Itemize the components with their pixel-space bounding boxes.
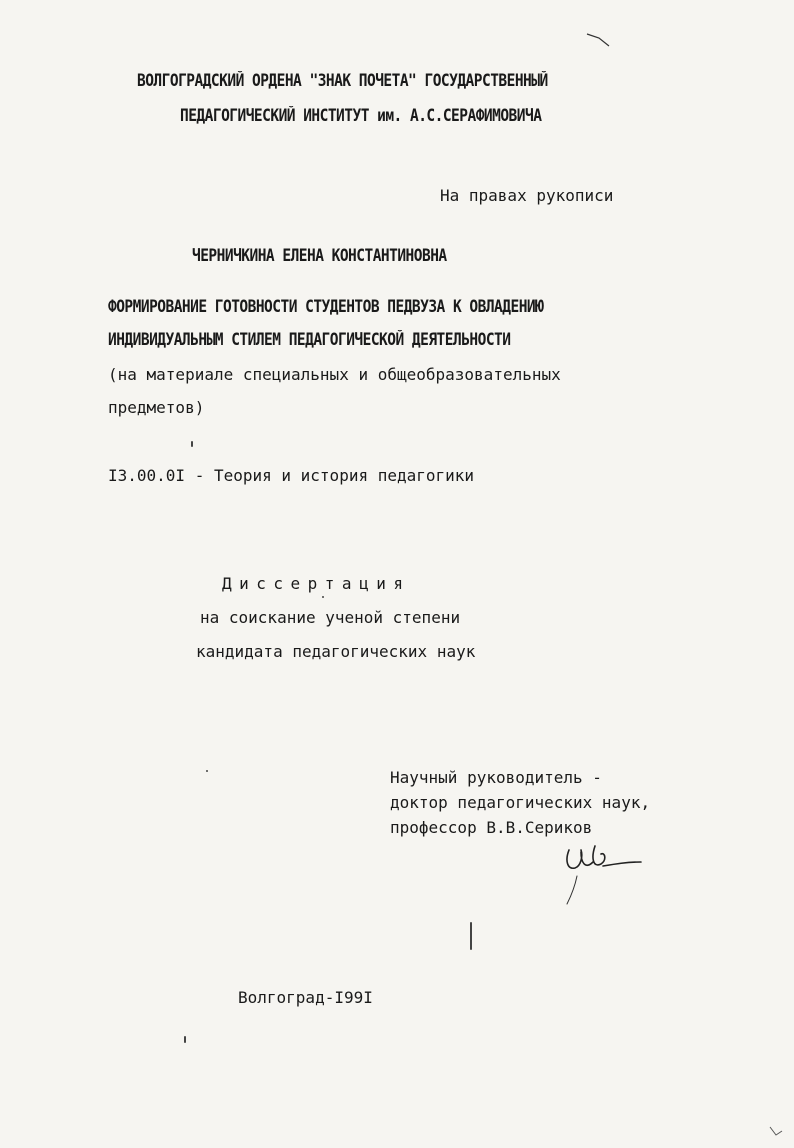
supervisor-line-3: профессор В.В.Сериков xyxy=(390,818,593,837)
corner-mark xyxy=(766,1125,786,1143)
place-and-year: Волгоград-I99I xyxy=(238,988,373,1007)
title-line-2: ИНДИВИДУАЛЬНЫМ СТИЛЕМ ПЕДАГОГИЧЕСКОЙ ДЕЯТЕЛЬНОСТИ xyxy=(108,330,511,349)
specialty-code: I3.00.0I - Теория и история педагогики xyxy=(108,466,475,485)
scan-mark xyxy=(470,922,472,950)
institution-line-2: ПЕДАГОГИЧЕСКИЙ ИНСТИТУТ им. А.С.СЕРАФИМОВИЧА xyxy=(180,106,542,125)
scan-speck xyxy=(184,1036,186,1043)
degree-line-1: на соискание ученой степени xyxy=(200,608,461,627)
supervisor-line-1: Научный руководитель - xyxy=(390,768,602,787)
degree-line-2: кандидата педагогических наук xyxy=(196,642,476,661)
title-line-3: (на материале специальных и общеобразовательных xyxy=(108,365,561,384)
corner-mark xyxy=(585,30,615,50)
title-line-1: ФОРМИРОВАНИЕ ГОТОВНОСТИ СТУДЕНТОВ ПЕДВУЗА К ОВЛАДЕНИЮ xyxy=(108,297,544,316)
rights-note: На правах рукописи xyxy=(440,186,614,205)
scan-speck xyxy=(322,596,324,598)
institution-line-1: ВОЛГОГРАДСКИЙ ОРДЕНА "ЗНАК ПОЧЕТА" ГОСУДАРСТВЕННЫЙ xyxy=(137,71,548,90)
scan-speck xyxy=(206,770,208,772)
supervisor-line-2: доктор педагогических наук, xyxy=(390,793,651,812)
author-name: ЧЕРНИЧКИНА ЕЛЕНА КОНСТАНТИНОВНА xyxy=(192,246,447,265)
title-line-4: предметов) xyxy=(108,398,205,417)
supervisor-signature xyxy=(555,838,655,908)
scan-speck xyxy=(191,441,193,447)
dissertation-heading: Диссертация xyxy=(222,574,411,593)
